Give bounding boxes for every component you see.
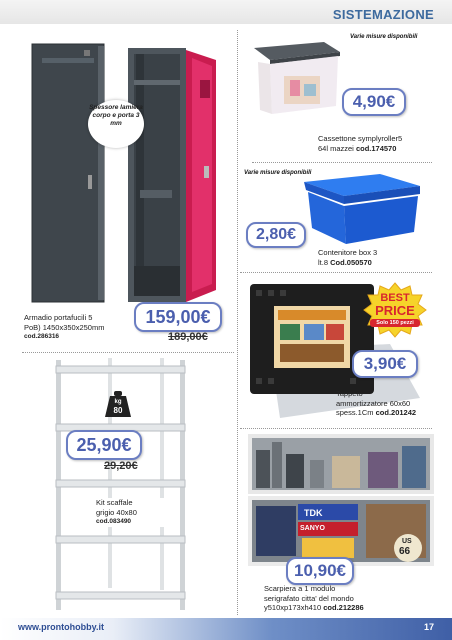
container-box-price: 2,80€ — [246, 222, 306, 248]
mat-desc — [336, 389, 440, 418]
container-box-specs: lt.8 — [318, 257, 329, 267]
shoe-rack-desc — [264, 584, 434, 613]
shoe-rack-sign-66: 66 — [399, 546, 411, 557]
mat-specs: ammortizzatore 60x60 — [336, 398, 411, 408]
divider-right-bottom — [240, 428, 432, 429]
divider-right-middle — [240, 272, 432, 273]
gun-cabinet-image — [28, 40, 224, 308]
shelf-desc — [96, 498, 176, 527]
weight-value: 80 — [113, 406, 123, 415]
mat-specs2: spess.1Cm — [336, 408, 374, 417]
best-price-badge — [362, 282, 428, 338]
gun-cabinet-old-price: 189,00€ — [168, 331, 208, 343]
container-box-name: Contenitore box 3 — [318, 248, 378, 257]
vertical-divider — [237, 30, 238, 615]
divider-left-middle — [22, 352, 234, 353]
best-price-main: PRICE — [375, 303, 415, 318]
storage-box-name: Cassettone symplyroller5 — [318, 134, 403, 143]
gun-cabinet-name: Armadio portafucili 5 — [24, 313, 93, 322]
container-box-desc — [318, 248, 430, 267]
shoe-rack-code: cod.212286 — [323, 603, 364, 612]
mat-name: Tappeto — [336, 389, 363, 398]
storage-box-image — [244, 40, 348, 120]
shoe-rack-sign-tdk: TDK — [304, 508, 323, 518]
best-price-sub: Solo 150 pezzi — [370, 319, 420, 327]
storage-box-price: 4,90€ — [342, 88, 406, 116]
weight-icon — [104, 390, 132, 418]
footer-website[interactable]: www.prontohobby.it — [18, 622, 104, 632]
shelf-specs: grigio 40x80 — [96, 507, 137, 517]
container-box-image — [300, 168, 424, 248]
shoe-rack-specs2: y510xp173xh410 — [264, 603, 322, 612]
shelf-old-price: 29,20€ — [104, 460, 138, 472]
shoe-rack-price: 10,90€ — [286, 557, 354, 585]
storage-box-desc — [318, 134, 438, 153]
weight-unit: kg — [114, 399, 122, 405]
storage-box-misure: Varie misure disponibili — [350, 34, 418, 40]
page-number: 17 — [423, 622, 434, 632]
best-price-top: BEST — [380, 292, 410, 304]
gun-cabinet-code: cod.286316 — [24, 333, 60, 340]
shelf-name: Kit scaffale — [96, 498, 133, 507]
shoe-rack-sign-us: US — [402, 538, 412, 545]
mat-code: cod.201242 — [375, 408, 417, 417]
thickness-note-text: Spessore lamiera corpo e porta 3 mm — [89, 104, 143, 127]
gun-cabinet-price: 159,00€ — [134, 302, 222, 332]
divider-right-top — [252, 162, 432, 163]
container-box-code: Cod.050570 — [330, 257, 372, 267]
mat-price: 3,90€ — [352, 350, 418, 378]
container-box-misure: Varie misure disponibili — [244, 170, 312, 176]
shoe-rack-specs: serigrafato citta' del mondo — [264, 593, 354, 603]
storage-box-code: cod.174570 — [355, 143, 397, 153]
section-title: SISTEMAZIONE — [332, 7, 434, 22]
shelf-code: cod.083490 — [96, 518, 132, 525]
gun-cabinet-specs: PoB) 1450x350x250mm — [24, 322, 105, 332]
storage-box-specs: 64l mazzei — [318, 143, 354, 153]
shelf-price: 25,90€ — [66, 430, 142, 460]
shoe-rack-sign-sanyo: SANYO — [300, 525, 325, 532]
shoe-rack-name: Scarpiera a 1 modulo — [264, 584, 336, 593]
gun-cabinet-desc — [24, 313, 134, 342]
thickness-note — [88, 100, 144, 148]
